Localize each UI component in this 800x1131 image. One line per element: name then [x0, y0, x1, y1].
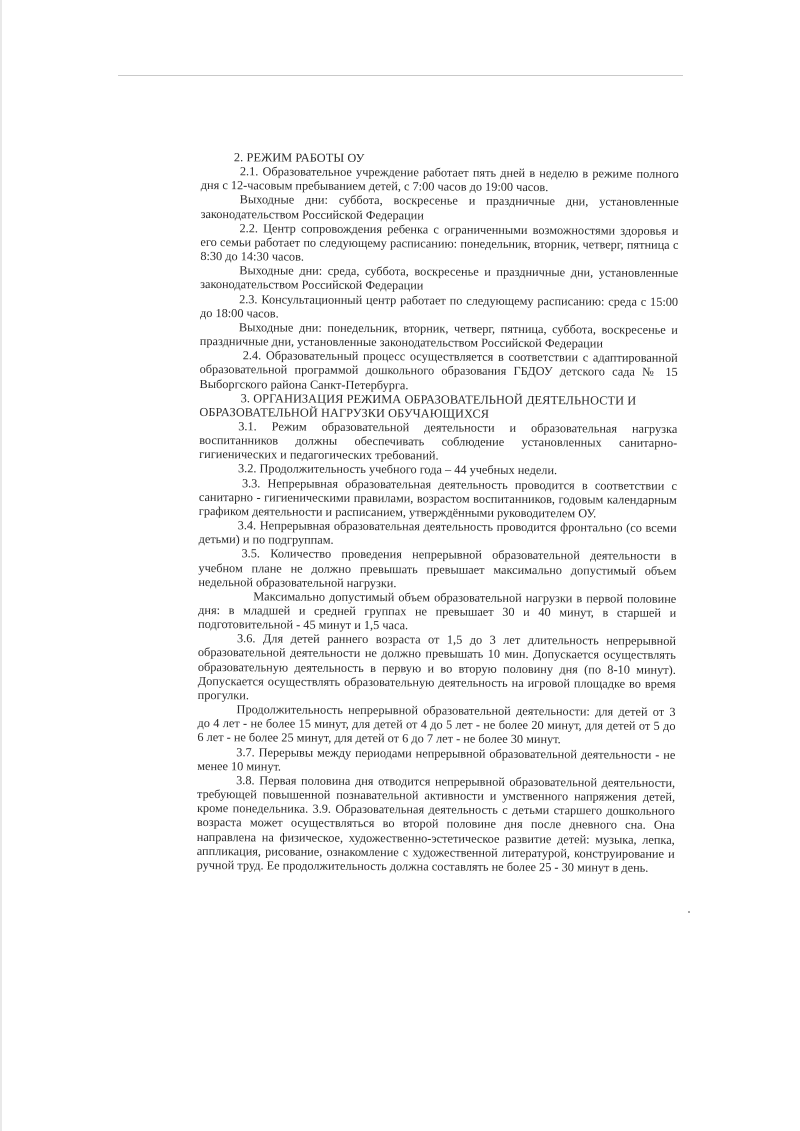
paragraph-3-1: 3.1. Режим образовательной деятельности и образовательная нагрузка воспитанников должны обеспечивать соблюдение установленных санитарно-гигиенических и педагогических требований.	[199, 419, 678, 463]
scan-speck	[688, 911, 690, 913]
paragraph-3-3: 3.3. Непрерывная образовательная деятельность проводится в соответствии с санитарно - гигиеническими правилами, возрастом воспитанников, годовым календарным графиком деятельности и расписанием, утверждёнными руководителем ОУ.	[198, 475, 678, 521]
paragraph-2-2-days-off: Выходные дни: среда, суббота, воскресенье и праздничные дни, установленные законодательством Российской Федерации	[200, 263, 679, 293]
section-2-heading: 2. РЕЖИМ РАБОТЫ ОУ	[233, 150, 365, 165]
paragraph-3-5: 3.5. Количество проведения непрерывной образовательной деятельности в учебном плане не должно превышать превышает максимально допустимый объем недельной образовательной нагрузки.	[198, 546, 677, 590]
paragraph-3-7: 3.7. Перерывы между периодами непрерывной образовательной деятельности - не менее 10 минут.	[197, 744, 676, 774]
paragraph-2-2: 2.2. Центр сопровождения ребенка с ограниченными возможностями здоровья и его семьи работает по следующему расписанию: понедельник, вторник, четверг, пятница с 8:30 до 14:30 часов.	[200, 221, 679, 264]
paragraph-3-2: 3.2. Продолжительность учебного года – 44 учебных недели.	[238, 461, 558, 478]
paragraph-3-5-max-load: Максимально допустимый объем образовательной нагрузки в первой половине дня: в младшей и средней группах не превышает 30 и 40 минут, в старшей и подготовительной - 45 минут и 1,5 часа.	[198, 589, 677, 633]
paragraph-2-3: 2.3. Консультационный центр работает по следующему расписанию: среда с 15:00 до 18:00 часов.	[199, 291, 679, 321]
paragraph-3-4: 3.4. Непрерывная образовательная деятельность проводится фронтально (со всеми детьми) и по подгруппам.	[198, 518, 677, 548]
document-body	[197, 150, 679, 875]
scan-top-rule	[118, 75, 683, 76]
scan-edge	[0, 0, 2, 1131]
section-3-heading-line-2: ОБРАЗОВАТЕЛЬНОЙ НАГРУЗКИ ОБУЧАЮЩИХСЯ	[199, 404, 490, 421]
paragraph-2-4: 2.4. Образовательный процесс осуществляется в соответствии с адаптированной образовательной программой дошкольного образования ГБДОУ детского сада № 15 Выборгского района Санкт-Петербурга.	[199, 348, 678, 392]
paragraph-3-6-duration: Продолжительность непрерывной образовательной деятельности: для детей от 3 до 4 лет - не более 15 минут, для детей от 4 до 5 лет - не более 20 минут, для детей от 5 до 6 лет - не более 25 минут, для детей от 6 до 7 лет - не более 30 минут.	[197, 702, 676, 747]
paragraph-3-6: 3.6. Для детей раннего возраста от 1,5 до 3 лет длительность непрерывной образовательной деятельности не должно превышать 10 мин. Допускается осуществлять образовательную деятельность в первую и во вторую половину дня (по 8-10 минут). Допускается осуществлять образовательную деятельность на игровой площадке во время прогулки.	[197, 631, 677, 703]
paragraph-2-1-days-off: Выходные дни: суббота, воскресенье и праздничные дни, установленные законодательством Российской Федерации	[200, 192, 679, 222]
paragraph-2-1: 2.1. Образовательное учреждение работает пять дней в неделю в режиме полного дня с 12-часовым пребыванием детей, с 7:00 часов до 19:00 часов.	[200, 164, 679, 195]
paragraph-2-3-days-off: Выходные дни: понедельник, вторник, четверг, пятница, суббота, воскресенье и праздничные дни, установленные законодательством Российской Федерации	[199, 320, 678, 351]
paragraph-3-8: 3.8. Первая половина дня отводится непрерывной образовательной деятельности, требующей повышенной познавательной активности и умственного напряжения детей, кроме понедельника. 3.9. Образовательная деятельность с детьми старшего дошкольного возраста может осуществляться во второй половине дня после дневного сна. Она направлена на физическое, художественно-эстетическое развитие детей: музыка, лепка, аппликация, рисование, ознакомление с художественной литературой, конструирование и ручной труд. Ее продолжительность должна составлять не более 25 - 30 минут в день.	[196, 773, 676, 875]
section-3-heading-line-1: 3. ОРГАНИЗАЦИЯ РЕЖИМА ОБРАЗОВАТЕЛЬНОЙ ДЕЯТЕЛЬНОСТИ И	[240, 390, 637, 408]
